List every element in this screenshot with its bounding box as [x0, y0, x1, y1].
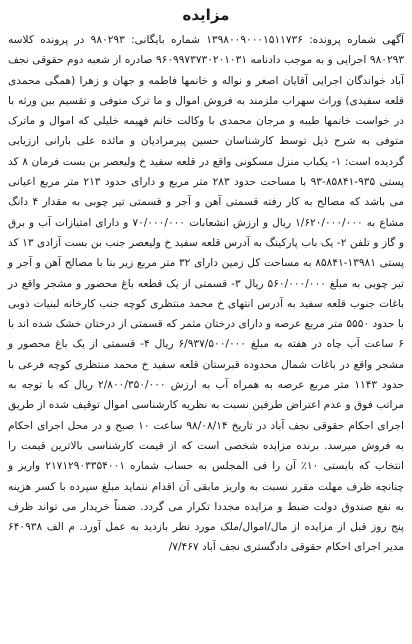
notice-title: مزایده: [182, 6, 230, 24]
notice-body: آگهی شماره پرونده: ۱۳۹۸۰۰۹۰۰۰۱۵۱۱۷۳۶ شماره بایگانی: ۹۸۰۲۹۳ در پرونده کلاسه ۹۸۰۲۹۳ اجرایی و به موجب دادنامه ۹۶۰۹۹۷۳۷۳۰۲۰۱۰۳۱ صادره از شعبه دوم حقوقی نجف آباد خواندگان اجرایی آقایان اصغر و نواله و خانمها فاطمه و جهان و زهرا (همگی محمدی قلعه سفیدی) وراث سهراب ملزمند به فروش اموال و ما ترک متوفی و تقسیم بین ورثه با در خواست خانمها طیبه و مرجان محمدی با وکالت خانم فهیمه خلیلی که اموال و ماترک متوفی به شرح ذیل توسط کارشناسان حسین پیرمرادیان و مائده علی بارانی ارزیابی گردیده است: ۱- یکباب منزل مسکونی واقع در قلعه سفید خ ولیعصر بن بست فرمان ۸ کد پستی ۹۳۵-۸۵۸۴۱-۹۳ با مساحت حدود ۲۸۳ متر مربع و دارای حدود ۲۱۳ متر مربع اعیانی می باشد که مصالح به کار رفته قسمتی آهن و آجر و قسمتی تیر چوبی به مقدار ۴ دانگ مشاع به ۱/۶۲۰/۰۰۰/۰۰۰ ریال و ارزش انشعابات ۷۰/۰۰۰/۰۰۰ و دارای امتیازات آب و برق و گاز و تلفن ۲- یک باب پارکینگ به آدرس قلعه سفید خ ولیعصر جنب بن بست آزادی ۱۳ کد پستی ۱۳۹۸۱-۸۵۸۴۱ به مساحت کل زمین دارای ۳۲ متر مربع زیر بنا با مصالح آهن و آجر و تیر چوبی به مبلغ ۵۶۰/۰۰۰/۰۰۰ ریال ۳- قسمتی از یک قطعه باغ محصور و مشجر واقع در باغات جنوب قلعه سفید به آدرس انتهای خ محمد منتظری کوچه جنب کارخانه لبنیات ذوبی با حدود ۵۵۵۰ متر مربع عرصه و دارای درختان مثمر که قسمتی از درختان خشک شده اند با ۶ ساعت آب چاه در هفته به مبلغ ۶/۹۳۷/۵۰۰/۰۰۰ ریال ۴- قسمتی از یک باغ محصور و مشجر واقع در باغات شمال محدوده قبرستان قلعه سفید خ محمد منتظری کوچه فرعی با حدود ۱۱۴۳ متر مربع عرصه به همراه آب به ارزش ۲/۸۰۰/۳۵۰/۰۰۰ ریال که با توجه به مراتب فوق و عدم اعتراض طرفین نسبت به نظریه کارشناسی اموال توقیف شده از طریق اجرای احکام حقوقی نجف آباد در تاریخ ۹۸/۰۸/۱۴ ساعت ۱۰ صبح و در محل اجرای احکام به فروش میرسد. برنده مزایده شخصی است که از قیمت کارشناسی بالاترین قیمت را انتخاب که بایستی ۱۰٪ آن را فی المجلس به حساب شماره ۲۱۷۱۲۹۰۳۳۵۴۰۰۱ واریز و چنانچه ظرف مهلت مقرر نسبت به واریز مابقی آن اقدام ننماید مبلغ سپرده با کسر هزینه به نفع صندوق دولت ضبط و مزایده مجددا تکرار می گردد. ضمناً خریدار می تواند ظرف پنج روز قبل از مزایده از مال/اموال/ملک مورد نظر بازدید به عمل آورد. م الف ۶۴۰۹۳۸ مدیر اجرای احکام حقوقی دادگستری نجف آباد ۷/۴۶۷/: [8, 34, 405, 554]
